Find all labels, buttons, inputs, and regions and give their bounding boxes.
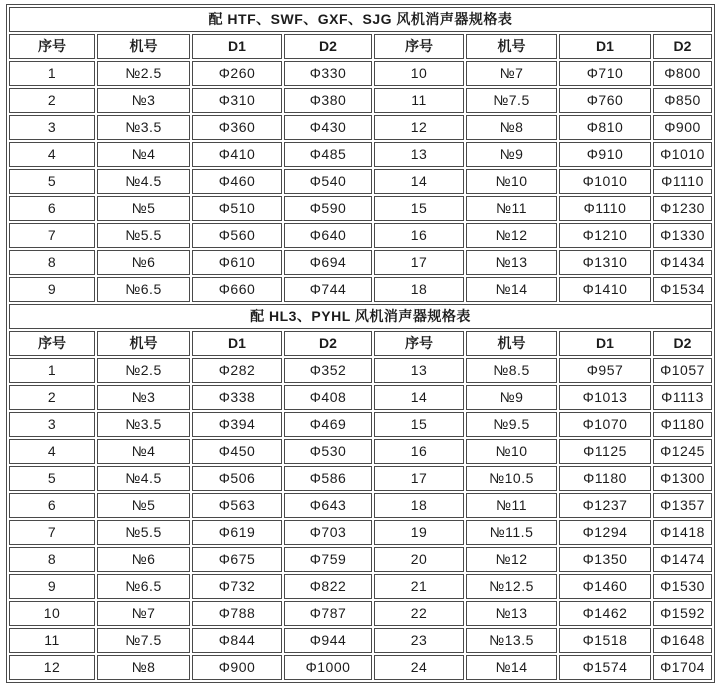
cell: №2.5 (97, 358, 190, 383)
cell: №14 (466, 277, 557, 302)
cell: 13 (374, 142, 464, 167)
cell: Φ1474 (653, 547, 712, 572)
cell: Φ1294 (559, 520, 651, 545)
table-row (9, 223, 712, 248)
cell: 23 (374, 628, 464, 653)
cell: Φ660 (192, 277, 282, 302)
cell: 9 (9, 574, 95, 599)
cell: Φ1530 (653, 574, 712, 599)
table-row (9, 601, 712, 626)
table-header-row (9, 331, 712, 356)
cell: №13 (466, 601, 557, 626)
cell: 5 (9, 169, 95, 194)
cell: №9 (466, 385, 557, 410)
cell: Φ560 (192, 223, 282, 248)
column-header: D1 (559, 34, 651, 59)
table-row (9, 547, 712, 572)
cell: Φ910 (559, 142, 651, 167)
cell: Φ485 (284, 142, 372, 167)
column-header: D1 (192, 34, 282, 59)
cell: Φ1648 (653, 628, 712, 653)
cell: Φ1180 (559, 466, 651, 491)
cell: Φ1125 (559, 439, 651, 464)
column-header: 序号 (9, 331, 95, 356)
cell: 19 (374, 520, 464, 545)
cell: 15 (374, 412, 464, 437)
cell: Φ900 (192, 655, 282, 680)
table-row (9, 385, 712, 410)
cell: Φ1357 (653, 493, 712, 518)
table-row (9, 574, 712, 599)
cell: 17 (374, 466, 464, 491)
cell: №9 (466, 142, 557, 167)
cell: №5.5 (97, 223, 190, 248)
cell: Φ788 (192, 601, 282, 626)
cell: Φ1418 (653, 520, 712, 545)
cell: №9.5 (466, 412, 557, 437)
cell: 12 (9, 655, 95, 680)
column-header: D2 (653, 331, 712, 356)
cell: №8 (466, 115, 557, 140)
cell: Φ759 (284, 547, 372, 572)
cell: 3 (9, 412, 95, 437)
cell: Φ957 (559, 358, 651, 383)
cell: 6 (9, 493, 95, 518)
cell: 14 (374, 385, 464, 410)
cell: Φ590 (284, 196, 372, 221)
table-row (9, 277, 712, 302)
table-row (9, 196, 712, 221)
cell: 18 (374, 277, 464, 302)
cell: Φ640 (284, 223, 372, 248)
cell: №11 (466, 196, 557, 221)
cell: №4.5 (97, 169, 190, 194)
column-header: D2 (284, 34, 372, 59)
cell: Φ530 (284, 439, 372, 464)
cell: 8 (9, 250, 95, 275)
cell: Φ410 (192, 142, 282, 167)
cell: Φ1310 (559, 250, 651, 275)
cell: Φ675 (192, 547, 282, 572)
cell: 5 (9, 466, 95, 491)
cell: №5 (97, 493, 190, 518)
cell: Φ380 (284, 88, 372, 113)
table-section-title-row (9, 304, 712, 329)
table-row (9, 439, 712, 464)
cell: 16 (374, 439, 464, 464)
cell: Φ643 (284, 493, 372, 518)
cell: Φ619 (192, 520, 282, 545)
cell: Φ1000 (284, 655, 372, 680)
cell: №3 (97, 88, 190, 113)
cell: Φ450 (192, 439, 282, 464)
cell: №3.5 (97, 412, 190, 437)
cell: Φ1013 (559, 385, 651, 410)
table-row (9, 466, 712, 491)
cell: Φ510 (192, 196, 282, 221)
cell: Φ1350 (559, 547, 651, 572)
cell: Φ810 (559, 115, 651, 140)
cell: №4 (97, 439, 190, 464)
cell: 3 (9, 115, 95, 140)
table-row (9, 142, 712, 167)
cell: Φ1113 (653, 385, 712, 410)
cell: Φ540 (284, 169, 372, 194)
cell: Φ352 (284, 358, 372, 383)
cell: №5.5 (97, 520, 190, 545)
cell: Φ900 (653, 115, 712, 140)
cell: Φ360 (192, 115, 282, 140)
cell: Φ1460 (559, 574, 651, 599)
cell: №12 (466, 547, 557, 572)
cell: Φ1210 (559, 223, 651, 248)
cell: 11 (9, 628, 95, 653)
cell: №14 (466, 655, 557, 680)
cell: Φ1180 (653, 412, 712, 437)
cell: 4 (9, 142, 95, 167)
cell: Φ1110 (559, 196, 651, 221)
cell: №8.5 (466, 358, 557, 383)
cell: Φ469 (284, 412, 372, 437)
cell: 22 (374, 601, 464, 626)
cell: Φ282 (192, 358, 282, 383)
cell: Φ844 (192, 628, 282, 653)
cell: №8 (97, 655, 190, 680)
column-header: 序号 (374, 34, 464, 59)
table-row (9, 520, 712, 545)
cell: Φ260 (192, 61, 282, 86)
cell: №7 (97, 601, 190, 626)
cell: 14 (374, 169, 464, 194)
table-row (9, 88, 712, 113)
cell: №11 (466, 493, 557, 518)
cell: Φ1410 (559, 277, 651, 302)
cell: 11 (374, 88, 464, 113)
cell: №6.5 (97, 277, 190, 302)
column-header: 机号 (97, 34, 190, 59)
cell: Φ760 (559, 88, 651, 113)
cell: Φ1574 (559, 655, 651, 680)
table-row (9, 493, 712, 518)
cell: Φ586 (284, 466, 372, 491)
cell: Φ732 (192, 574, 282, 599)
cell: Φ1704 (653, 655, 712, 680)
cell: №13.5 (466, 628, 557, 653)
cell: №7 (466, 61, 557, 86)
cell: 7 (9, 520, 95, 545)
cell: Φ850 (653, 88, 712, 113)
table-row (9, 655, 712, 680)
cell: Φ787 (284, 601, 372, 626)
cell: №5 (97, 196, 190, 221)
cell: №6 (97, 250, 190, 275)
cell: Φ506 (192, 466, 282, 491)
table-row (9, 169, 712, 194)
cell: Φ694 (284, 250, 372, 275)
cell: Φ1010 (559, 169, 651, 194)
cell: №3 (97, 385, 190, 410)
column-header: D2 (284, 331, 372, 356)
silencer-spec-table (6, 4, 715, 683)
table-row (9, 61, 712, 86)
cell: 10 (9, 601, 95, 626)
cell: Φ310 (192, 88, 282, 113)
column-header: 序号 (9, 34, 95, 59)
cell: 18 (374, 493, 464, 518)
cell: №12.5 (466, 574, 557, 599)
cell: №13 (466, 250, 557, 275)
column-header: D1 (559, 331, 651, 356)
cell: 7 (9, 223, 95, 248)
cell: 4 (9, 439, 95, 464)
cell: Φ1518 (559, 628, 651, 653)
cell: №6.5 (97, 574, 190, 599)
cell: 9 (9, 277, 95, 302)
cell: 15 (374, 196, 464, 221)
column-header: D1 (192, 331, 282, 356)
cell: Φ408 (284, 385, 372, 410)
cell: №4.5 (97, 466, 190, 491)
cell: 17 (374, 250, 464, 275)
cell: Φ1070 (559, 412, 651, 437)
cell: Φ330 (284, 61, 372, 86)
cell: Φ460 (192, 169, 282, 194)
cell: 2 (9, 88, 95, 113)
cell: Φ703 (284, 520, 372, 545)
cell: №4 (97, 142, 190, 167)
table-row (9, 412, 712, 437)
table-header-row (9, 34, 712, 59)
cell: Φ1245 (653, 439, 712, 464)
cell: 21 (374, 574, 464, 599)
cell: Φ1057 (653, 358, 712, 383)
cell: Φ1237 (559, 493, 651, 518)
column-header: 机号 (97, 331, 190, 356)
cell: Φ1534 (653, 277, 712, 302)
table-title: 配 HTF、SWF、GXF、SJG 风机消声器规格表 (9, 7, 712, 32)
table-title: 配 HL3、PYHL 风机消声器规格表 (9, 304, 712, 329)
cell: 12 (374, 115, 464, 140)
cell: №10 (466, 169, 557, 194)
cell: 20 (374, 547, 464, 572)
cell: Φ563 (192, 493, 282, 518)
table-row (9, 250, 712, 275)
cell: 6 (9, 196, 95, 221)
cell: №7.5 (97, 628, 190, 653)
spec-table-body (9, 7, 712, 680)
cell: Φ394 (192, 412, 282, 437)
column-header: 序号 (374, 331, 464, 356)
cell: №12 (466, 223, 557, 248)
cell: Φ944 (284, 628, 372, 653)
cell: №11.5 (466, 520, 557, 545)
cell: Φ1300 (653, 466, 712, 491)
cell: Φ338 (192, 385, 282, 410)
table-row (9, 628, 712, 653)
column-header: D2 (653, 34, 712, 59)
cell: Φ610 (192, 250, 282, 275)
table-section-title-row (9, 7, 712, 32)
cell: 13 (374, 358, 464, 383)
cell: №10 (466, 439, 557, 464)
cell: Φ1010 (653, 142, 712, 167)
table-row (9, 115, 712, 140)
cell: 24 (374, 655, 464, 680)
column-header: 机号 (466, 34, 557, 59)
cell: №10.5 (466, 466, 557, 491)
column-header: 机号 (466, 331, 557, 356)
cell: Φ822 (284, 574, 372, 599)
cell: Φ1230 (653, 196, 712, 221)
cell: Φ1330 (653, 223, 712, 248)
cell: Φ1592 (653, 601, 712, 626)
cell: №3.5 (97, 115, 190, 140)
cell: 1 (9, 358, 95, 383)
cell: Φ1462 (559, 601, 651, 626)
cell: Φ1110 (653, 169, 712, 194)
cell: 16 (374, 223, 464, 248)
cell: №7.5 (466, 88, 557, 113)
cell: 10 (374, 61, 464, 86)
cell: Φ1434 (653, 250, 712, 275)
cell: Φ710 (559, 61, 651, 86)
cell: №2.5 (97, 61, 190, 86)
cell: 1 (9, 61, 95, 86)
cell: 8 (9, 547, 95, 572)
table-row (9, 358, 712, 383)
cell: Φ744 (284, 277, 372, 302)
cell: №6 (97, 547, 190, 572)
cell: 2 (9, 385, 95, 410)
cell: Φ800 (653, 61, 712, 86)
cell: Φ430 (284, 115, 372, 140)
